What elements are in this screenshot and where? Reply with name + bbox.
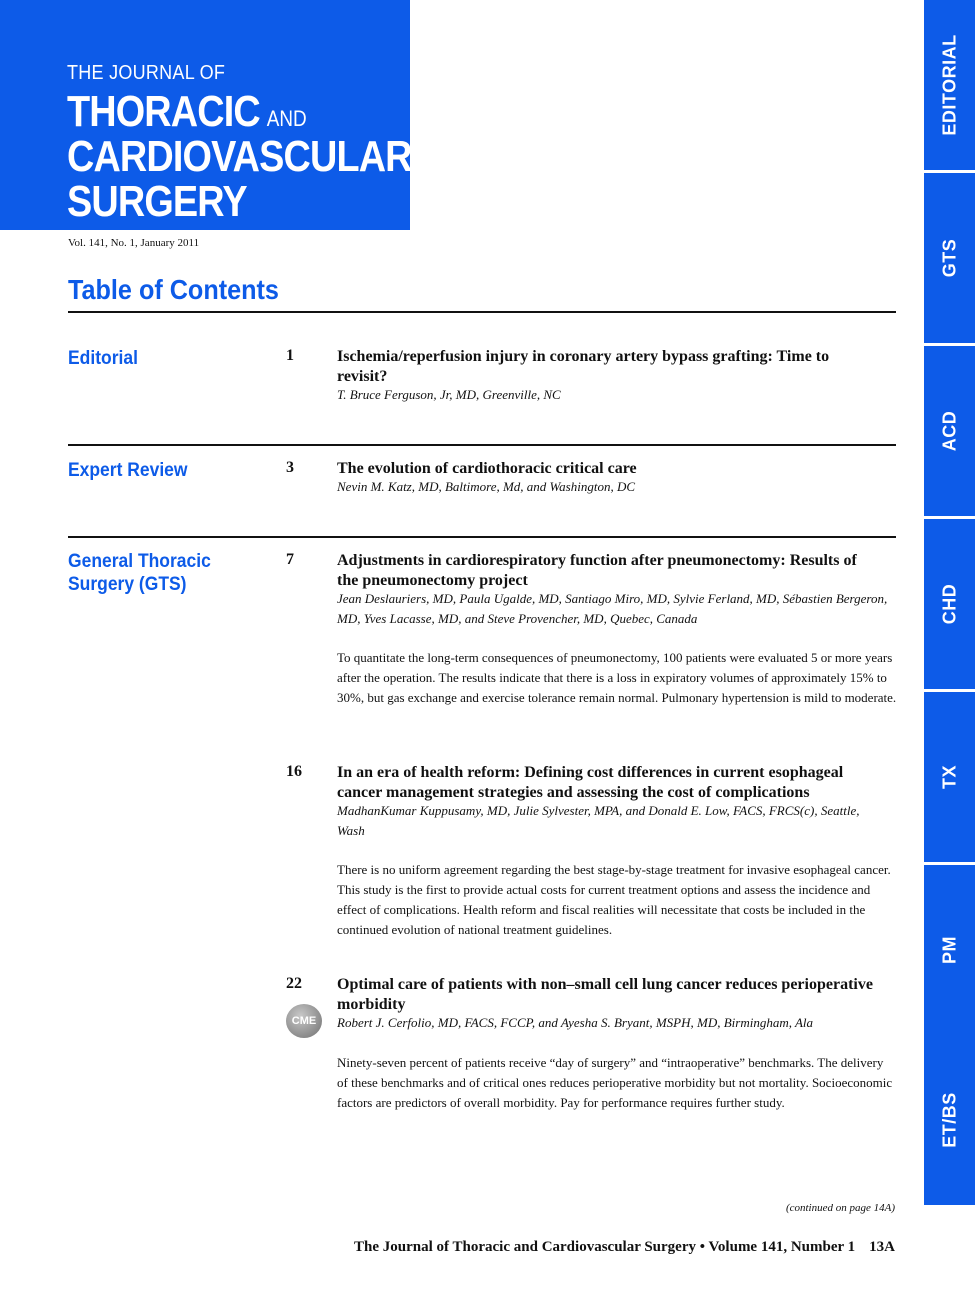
masthead-and: AND [266,106,307,131]
article-authors: Robert J. Cerfolio, MD, FACS, FCCP, and Ayesha S. Bryant, MSPH, MD, Birmingham, Ala [337,1015,814,1030]
cme-badge-icon: CME [286,1004,322,1038]
article-title[interactable]: Optimal care of patients with non–small cell lung cancer reduces perioperative morbidity [337,976,873,1013]
article-authors: Nevin M. Katz, MD, Baltimore, Md, and Washington, DC [337,479,636,494]
article-authors: Jean Deslauriers, MD, Paula Ugalde, MD, Santiago Miro, MD, Sylvie Ferland, MD, Sébastien Bergeron, MD, Yves Lacasse, MD, and Steve Provencher, MD, Quebec, Canada [337,591,888,626]
article-page-number: 7 [286,551,294,568]
article-abstract: Ninety-seven percent of patients receive “day of surgery” and “intraoperative” benchmarks. The delivery of these benchmarks and of critical ones reduces perioperative morbidity but not mortality. Socioeconomic factors are predictors of overall morbidity. Pay for performance requires further study. [337,1055,893,1110]
article-authors: T. Bruce Ferguson, Jr, MD, Greenville, NC [337,387,561,402]
tab-gts[interactable]: GTS [924,173,975,343]
section-label-gts: General Thoracic Surgery (GTS) [68,551,211,595]
tab-et-bs[interactable]: ET/BS [924,1035,975,1205]
tab-acd[interactable]: ACD [924,346,975,516]
article-title[interactable]: The evolution of cardiothoracic critical care [337,460,637,477]
divider [68,311,896,313]
article-title[interactable]: Adjustments in cardiorespiratory function after pneumonectomy: Results of the pneumonectomy project [337,552,857,589]
divider [68,444,896,446]
journal-masthead [0,0,410,230]
footer-journal: The Journal of Thoracic and Cardiovascular Surgery • Volume 141, Number 1 [354,1239,856,1255]
article-title[interactable]: Ischemia/reperfusion injury in coronary artery bypass grafting: Time to revisit? [337,348,830,385]
continued-note: (continued on page 14A) [785,1202,895,1214]
volume-info: Vol. 141, No. 1, January 2011 [68,237,200,249]
masthead-line-3: CARDIOVASCULAR [67,132,412,181]
tab-chd[interactable]: CHD [924,519,975,689]
section-label-expert-review: Expert Review [68,460,188,481]
article-abstract: There is no uniform agreement regarding the best stage-by-stage treatment for invasive esophageal cancer. This study is the first to provide actual costs for current treatment options and assess the incidence and effect of complications. Health reform and fiscal realities will necessitate that costs be included in the continued evolution of national treatment guidelines. [337,862,891,937]
masthead-line-1: THE JOURNAL OF [67,62,226,84]
page-title: Table of Contents [68,274,279,305]
article-page-number: 1 [286,347,294,364]
article-page-number: 22 [286,975,302,992]
divider [68,536,896,538]
article-title[interactable]: In an era of health reform: Defining cost differences in current esophageal cancer management strategies and assessing the cost of complications [337,764,844,801]
page-footer [354,1239,895,1256]
article-authors: MadhanKumar Kuppusamy, MD, Julie Sylvester, MPA, and Donald E. Low, FACS, FRCS(c), Seattle, Wash [337,803,860,838]
article-abstract: To quantitate the long-term consequences of pneumonectomy, 100 patients were evaluated 5 or more years after the operation. The results indicate that there is a loss in expiratory volumes of approximately 15% to 30%, but gas exchange and exercise tolerance remain normal. Pulmonary hypertension is mild to moderate. [337,650,897,705]
footer-page-number: 13A [869,1239,895,1255]
article-page-number: 3 [286,459,294,476]
masthead-line-2: THORACIC [67,87,260,136]
section-tabs [924,0,975,1205]
section-label-editorial: Editorial [68,348,138,369]
tab-editorial[interactable]: EDITORIAL [924,0,975,170]
tab-tx[interactable]: TX [924,692,975,862]
article-page-number: 16 [286,763,302,780]
tab-pm[interactable]: PM [924,865,975,1035]
masthead-line-4: SURGERY [67,177,247,226]
